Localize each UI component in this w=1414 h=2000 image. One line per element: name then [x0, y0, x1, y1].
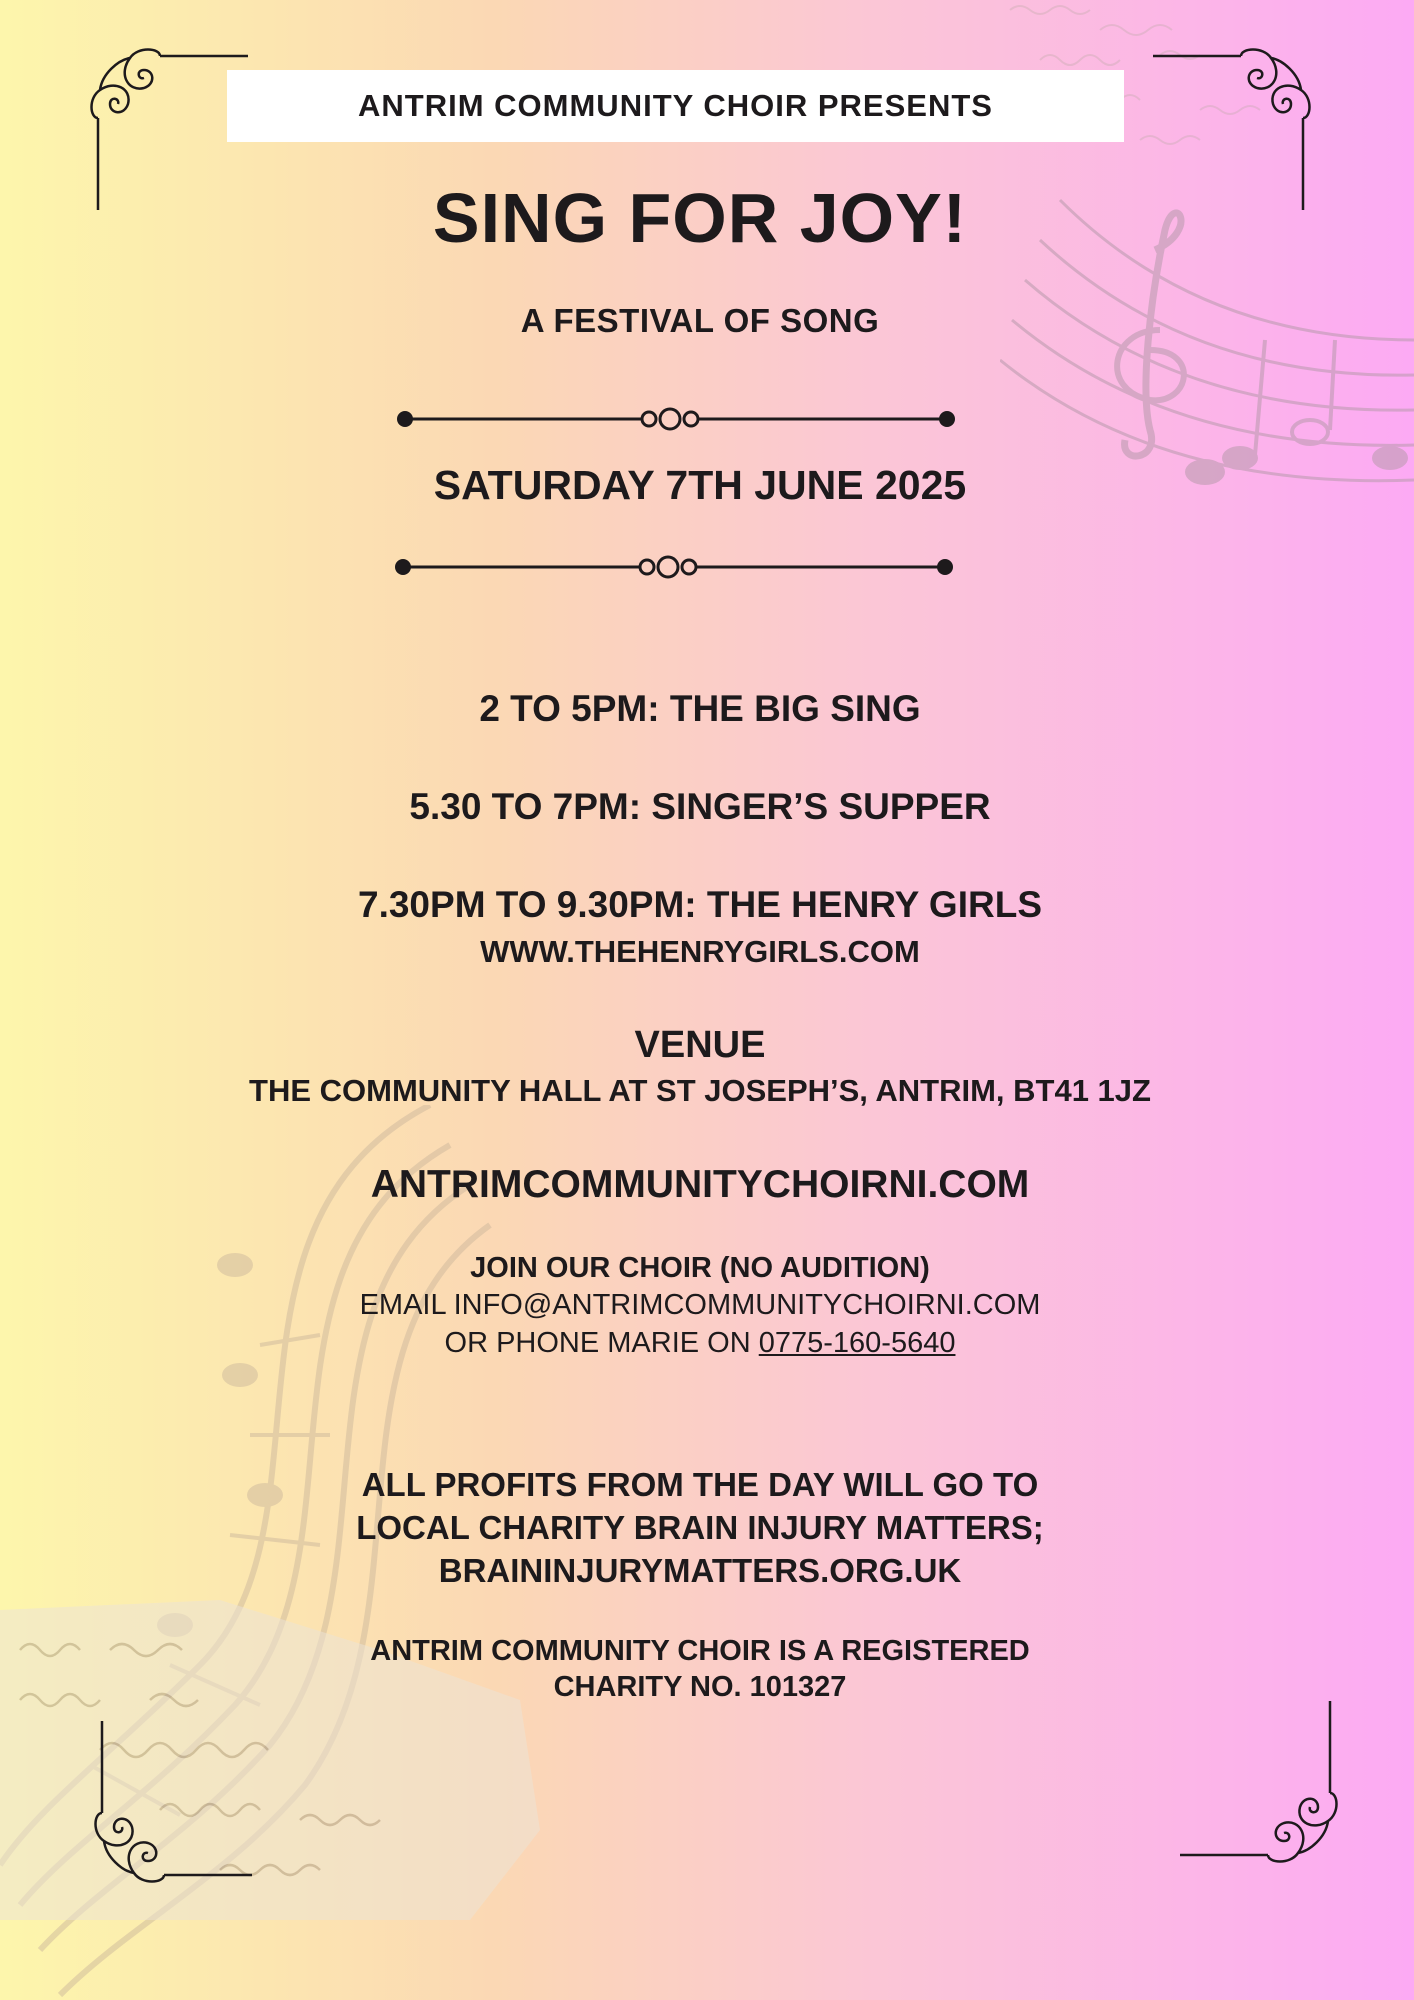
- corner-ornament-bottom-left-icon: [92, 1718, 257, 1883]
- choir-website-link[interactable]: ANTRIMCOMMUNITYCHOIRNI.COM: [370, 1163, 1030, 1206]
- corner-ornament-bottom-right-icon: [1175, 1698, 1340, 1863]
- event-subtitle: A FESTIVAL OF SONG: [520, 302, 880, 339]
- ornamental-divider-top-icon: [395, 404, 963, 434]
- join-email-line[interactable]: EMAIL INFO@ANTRIMCOMMUNITYCHOIRNI.COM: [359, 1289, 1041, 1321]
- ornamental-divider-bottom-icon: [395, 552, 963, 582]
- profits-line-2: LOCAL CHARITY BRAIN INJURY MATTERS;: [356, 1509, 1044, 1546]
- registered-line-1: ANTRIM COMMUNITY CHOIR IS A REGISTERED: [370, 1635, 1030, 1667]
- charity-website-link[interactable]: BRAININJURYMATTERS.ORG.UK: [438, 1552, 962, 1589]
- event-date: SATURDAY 7TH JUNE 2025: [433, 462, 967, 508]
- event-title: SING FOR JOY!: [432, 179, 968, 257]
- schedule-item-supper: 5.30 TO 7PM: SINGER’S SUPPER: [409, 786, 991, 827]
- join-phone-line: [0, 1327, 1400, 1360]
- join-heading: JOIN OUR CHOIR (NO AUDITION): [470, 1252, 930, 1284]
- phone-prefix: OR PHONE MARIE ON: [444, 1327, 759, 1359]
- phone-link[interactable]: 0775-160-5640: [758, 1327, 956, 1359]
- presents-banner: [227, 70, 1124, 142]
- venue-address: THE COMMUNITY HALL AT ST JOSEPH’S, ANTRIM, BT41 1JZ: [249, 1073, 1151, 1108]
- schedule-item-big-sing: 2 TO 5PM: THE BIG SING: [479, 688, 921, 729]
- registered-line-2: CHARITY NO. 101327: [553, 1671, 847, 1703]
- profits-line-1: ALL PROFITS FROM THE DAY WILL GO TO: [361, 1466, 1039, 1503]
- henry-girls-link[interactable]: WWW.THEHENRYGIRLS.COM: [480, 934, 920, 969]
- venue-heading: VENUE: [634, 1024, 766, 1066]
- schedule-item-henry-girls: 7.30PM TO 9.30PM: THE HENRY GIRLS: [358, 884, 1042, 925]
- presents-text: ANTRIM COMMUNITY CHOIR PRESENTS: [358, 88, 993, 123]
